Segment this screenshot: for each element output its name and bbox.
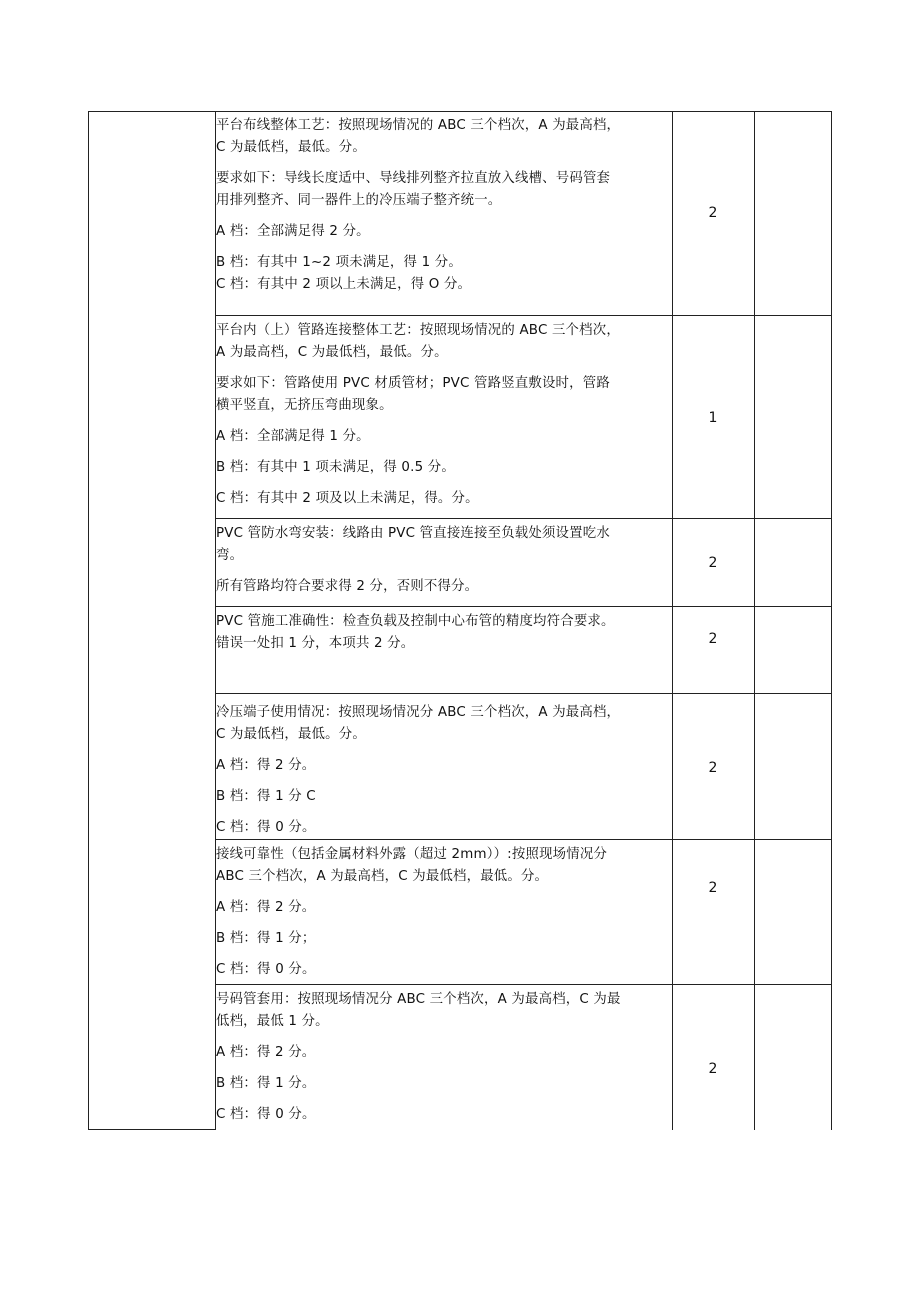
criteria-line: 平台布线整体工艺：按照现场情况的 ABC 三个档次，A 为最高档，: [216, 118, 621, 133]
score-value: 2: [708, 760, 718, 776]
criteria-line: 要求如下：管路使用 PVC 材质管材；PVC 管路竖直敷设时，管路: [216, 376, 610, 391]
criteria-line: 用排列整齐、同一器件上的冷压端子整齐统一。: [216, 193, 502, 208]
score-value: 2: [708, 631, 718, 647]
score-value: 2: [708, 880, 718, 896]
criteria-line: C 档：得 0 分。: [216, 1107, 316, 1122]
criteria-line: B 档：得 1 分；: [216, 931, 316, 946]
criteria-line: A 为最高档，C 为最低档，最低。分。: [216, 345, 448, 360]
criteria-description: [216, 611, 672, 655]
score-value: 2: [708, 555, 718, 571]
criteria-line: 所有管路均符合要求得 2 分，否则不得分。: [216, 579, 479, 594]
criteria-line: B 档：得 1 分 C: [216, 789, 316, 804]
criteria-line: A 档：得 2 分。: [216, 900, 316, 915]
criteria-line: C 为最低档，最低。分。: [216, 727, 366, 742]
criteria-description: [216, 989, 672, 1126]
criteria-line: C 档：有其中 2 项及以上未满足，得。分。: [216, 491, 479, 506]
criteria-line: 弯。: [216, 548, 244, 563]
criteria-line: B 档：有其中 1~2 项未满足，得 1 分。: [216, 255, 462, 270]
score-value: 2: [708, 1061, 718, 1077]
criteria-description: [216, 702, 672, 839]
table-row: [88, 519, 832, 606]
criteria-line: 要求如下：导线长度适中、导线排列整齐拉直放入线槽、号码管套: [216, 171, 611, 186]
criteria-description: [216, 115, 672, 296]
criteria-description: [216, 523, 672, 598]
criteria-line: PVC 管防水弯安装：线路由 PVC 管直接连接至负载处须设置吃水: [216, 526, 610, 541]
table-row: [88, 985, 832, 1130]
criteria-line: 冷压端子使用情况：按照现场情况分 ABC 三个档次，A 为最高档，: [216, 705, 621, 720]
table-row: [88, 316, 832, 518]
criteria-line: PVC 管施工准确性：检查负载及控制中心布管的精度均符合要求。: [216, 614, 615, 629]
criteria-line: B 档：有其中 1 项未满足，得 0.5 分。: [216, 460, 455, 475]
criteria-line: A 档：得 2 分。: [216, 758, 316, 773]
criteria-line: ABC 三个档次，A 为最高档，C 为最低档，最低。分。: [216, 869, 549, 884]
table-row: [88, 111, 832, 315]
table-row: [88, 840, 832, 984]
score-value: 2: [708, 205, 718, 221]
criteria-line: 平台内（上）管路连接整体工艺：按照现场情况的 ABC 三个档次，: [216, 323, 620, 338]
criteria-line: A 档：得 2 分。: [216, 1045, 316, 1060]
criteria-line: C 为最低档，最低。分。: [216, 140, 366, 155]
criteria-line: C 档：得 0 分。: [216, 820, 316, 835]
criteria-description: [216, 320, 672, 510]
criteria-line: 号码管套用：按照现场情况分 ABC 三个档次，A 为最高档，C 为最: [216, 992, 621, 1007]
criteria-line: B 档：得 1 分。: [216, 1076, 316, 1091]
criteria-line: 低档，最低 1 分。: [216, 1014, 329, 1029]
criteria-line: 接线可靠性（包括金属材料外露（超过 2mm））:按照现场情况分: [216, 847, 608, 862]
criteria-line: C 档：得 0 分。: [216, 962, 316, 977]
table-row: [88, 607, 832, 693]
criteria-line: A 档：全部满足得 2 分。: [216, 224, 370, 239]
score-value: 1: [708, 410, 718, 426]
criteria-line: 横平竖直，无挤压弯曲现象。: [216, 398, 393, 413]
table-row: [88, 694, 832, 839]
scoring-table: [88, 111, 832, 1130]
criteria-line: C 档：有其中 2 项以上未满足，得 O 分。: [216, 277, 472, 292]
criteria-line: 错误一处扣 1 分，本项共 2 分。: [216, 636, 415, 651]
criteria-description: [216, 844, 672, 981]
criteria-line: A 档：全部满足得 1 分。: [216, 429, 370, 444]
